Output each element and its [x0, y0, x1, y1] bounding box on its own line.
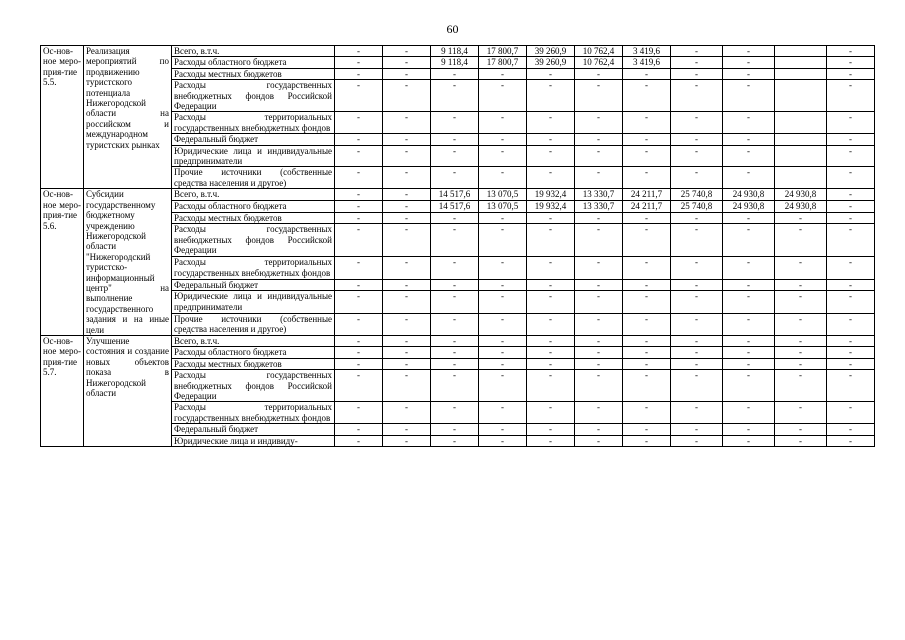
value-cell: - — [335, 57, 383, 68]
value-cell: - — [527, 224, 575, 257]
value-cell: - — [383, 145, 431, 167]
value-cell: - — [575, 435, 623, 446]
table-row — [41, 46, 905, 57]
value-cell: - — [827, 212, 875, 224]
value-cell: - — [479, 291, 527, 313]
value-cell: - — [479, 145, 527, 167]
value-cell: - — [383, 402, 431, 424]
value-cell: - — [671, 68, 723, 79]
value-cell: - — [623, 68, 671, 79]
value-cell: - — [527, 435, 575, 446]
value-cell: - — [527, 347, 575, 358]
value-cell: - — [431, 370, 479, 402]
value-cell: - — [431, 167, 479, 189]
value-cell: - — [431, 112, 479, 134]
value-cell: - — [671, 134, 723, 145]
value-cell: - — [723, 224, 775, 257]
value-cell: - — [723, 167, 775, 189]
value-cell: - — [723, 57, 775, 68]
value-cell: - — [827, 313, 875, 335]
value-cell: - — [575, 402, 623, 424]
value-cell: - — [671, 402, 723, 424]
value-cell: - — [827, 335, 875, 346]
funding-source-cell: Федеральный бюджет — [172, 279, 335, 291]
funding-source-cell: Юридические лица и индивиду- — [172, 435, 335, 446]
value-cell: - — [383, 200, 431, 212]
value-cell: - — [335, 212, 383, 224]
value-cell: 39 260,9 — [527, 57, 575, 68]
value-cell: 14 517,6 — [431, 189, 479, 201]
value-cell: - — [335, 402, 383, 424]
value-cell: - — [623, 212, 671, 224]
funding-source-cell: Всего, в.т.ч. — [172, 46, 335, 57]
value-cell — [775, 57, 827, 68]
measure-name-cell: Реализация мероприятий по продвижению туристского потенциала Нижегородской области на российском и международном туристских рынках — [84, 46, 172, 189]
value-cell: - — [479, 224, 527, 257]
value-cell: - — [575, 313, 623, 335]
value-cell: - — [575, 224, 623, 257]
funding-source-cell: Федеральный бюджет — [172, 424, 335, 435]
value-cell: 24 211,7 — [623, 200, 671, 212]
measure-type-cell: Ос-нов-ное меро-прия-тие 5.5. — [41, 46, 84, 189]
funding-source-cell: Расходы местных бюджетов — [172, 68, 335, 79]
value-cell: - — [335, 224, 383, 257]
value-cell: - — [827, 189, 875, 201]
value-cell: - — [431, 291, 479, 313]
value-cell: - — [723, 46, 775, 57]
value-cell: - — [723, 80, 775, 112]
measure-name-cell: Улучшение состояния и создание новых объектов показа в Нижегородской области — [84, 335, 172, 446]
value-cell: - — [827, 57, 875, 68]
value-cell: 10 762,4 — [575, 57, 623, 68]
value-cell: - — [479, 370, 527, 402]
value-cell: 24 211,7 — [623, 189, 671, 201]
value-cell: - — [335, 424, 383, 435]
value-cell: - — [575, 134, 623, 145]
value-cell: - — [383, 291, 431, 313]
funding-source-cell: Юридические лица и индивидуальные предприниматели — [172, 145, 335, 167]
funding-source-cell: Прочие источники (собственные средства населения и другое) — [172, 167, 335, 189]
value-cell: - — [335, 68, 383, 79]
value-cell: - — [575, 112, 623, 134]
value-cell: - — [527, 212, 575, 224]
value-cell: - — [479, 134, 527, 145]
funding-source-cell: Расходы областного бюджета — [172, 57, 335, 68]
funding-source-cell: Федеральный бюджет — [172, 134, 335, 145]
value-cell: - — [335, 112, 383, 134]
value-cell: - — [431, 402, 479, 424]
value-cell: - — [335, 313, 383, 335]
value-cell: - — [431, 424, 479, 435]
value-cell: - — [723, 145, 775, 167]
value-cell: - — [623, 279, 671, 291]
value-cell: - — [827, 145, 875, 167]
value-cell: - — [383, 134, 431, 145]
value-cell: - — [827, 200, 875, 212]
value-cell: - — [383, 80, 431, 112]
value-cell: - — [527, 279, 575, 291]
value-cell: - — [671, 435, 723, 446]
value-cell: - — [723, 112, 775, 134]
value-cell: - — [827, 358, 875, 369]
value-cell: - — [383, 435, 431, 446]
funding-source-cell: Расходы местных бюджетов — [172, 358, 335, 369]
value-cell: 9 118,4 — [431, 46, 479, 57]
funding-source-cell: Юридические лица и индивидуальные предприниматели — [172, 291, 335, 313]
value-cell: - — [431, 212, 479, 224]
value-cell: - — [479, 335, 527, 346]
value-cell: - — [623, 291, 671, 313]
measure-type-cell: Ос-нов-ное меро-прия-тие 5.7. — [41, 335, 84, 446]
value-cell: - — [575, 424, 623, 435]
value-cell: - — [671, 424, 723, 435]
value-cell: - — [479, 257, 527, 279]
value-cell: - — [827, 402, 875, 424]
funding-source-cell: Расходы государственных внебюджетных фондов Российской Федерации — [172, 370, 335, 402]
value-cell: - — [827, 257, 875, 279]
value-cell: - — [671, 279, 723, 291]
budget-table — [40, 45, 905, 447]
value-cell: - — [775, 313, 827, 335]
budget-table-body — [41, 46, 905, 447]
value-cell: 3 419,6 — [623, 46, 671, 57]
value-cell: - — [723, 212, 775, 224]
value-cell: - — [827, 46, 875, 57]
value-cell: - — [431, 347, 479, 358]
value-cell: - — [431, 335, 479, 346]
value-cell: - — [623, 370, 671, 402]
value-cell: - — [671, 347, 723, 358]
value-cell: 24 930,8 — [775, 200, 827, 212]
value-cell: - — [623, 358, 671, 369]
value-cell: - — [479, 80, 527, 112]
value-cell: - — [575, 370, 623, 402]
value-cell: - — [827, 112, 875, 134]
value-cell: - — [623, 80, 671, 112]
value-cell: - — [723, 370, 775, 402]
value-cell: - — [479, 313, 527, 335]
value-cell: - — [623, 224, 671, 257]
value-cell: - — [827, 134, 875, 145]
value-cell: 17 800,7 — [479, 46, 527, 57]
value-cell: - — [527, 112, 575, 134]
value-cell: - — [623, 402, 671, 424]
value-cell: 13 330,7 — [575, 200, 623, 212]
value-cell: - — [775, 279, 827, 291]
value-cell: - — [383, 370, 431, 402]
value-cell: - — [623, 145, 671, 167]
value-cell: - — [775, 224, 827, 257]
value-cell: - — [527, 335, 575, 346]
value-cell: - — [383, 279, 431, 291]
value-cell: 24 930,8 — [723, 189, 775, 201]
value-cell: - — [335, 200, 383, 212]
value-cell: - — [431, 257, 479, 279]
funding-source-cell: Всего, в.т.ч. — [172, 189, 335, 201]
value-cell: - — [383, 189, 431, 201]
value-cell: - — [383, 224, 431, 257]
value-cell: - — [623, 112, 671, 134]
value-cell: 25 740,8 — [671, 200, 723, 212]
value-cell: - — [527, 313, 575, 335]
value-cell: - — [671, 145, 723, 167]
value-cell: - — [671, 291, 723, 313]
value-cell: - — [527, 370, 575, 402]
value-cell: - — [623, 134, 671, 145]
measure-type-cell: Ос-нов-ное меро-прия-тие 5.6. — [41, 189, 84, 336]
value-cell — [775, 68, 827, 79]
value-cell: 17 800,7 — [479, 57, 527, 68]
value-cell: - — [671, 335, 723, 346]
value-cell: - — [479, 358, 527, 369]
value-cell: - — [575, 80, 623, 112]
value-cell — [775, 46, 827, 57]
value-cell: - — [775, 291, 827, 313]
value-cell: - — [335, 291, 383, 313]
value-cell: - — [575, 279, 623, 291]
value-cell: - — [431, 224, 479, 257]
value-cell: - — [671, 167, 723, 189]
value-cell: - — [575, 68, 623, 79]
value-cell: - — [431, 279, 479, 291]
value-cell: - — [431, 313, 479, 335]
value-cell: 9 118,4 — [431, 57, 479, 68]
value-cell: 25 740,8 — [671, 189, 723, 201]
value-cell: - — [827, 68, 875, 79]
value-cell: - — [575, 257, 623, 279]
value-cell: - — [383, 347, 431, 358]
value-cell: - — [479, 435, 527, 446]
value-cell: 39 260,9 — [527, 46, 575, 57]
value-cell: - — [527, 358, 575, 369]
page-number: 60 — [446, 22, 459, 36]
value-cell: - — [575, 167, 623, 189]
value-cell: - — [383, 68, 431, 79]
value-cell: - — [623, 257, 671, 279]
value-cell: - — [723, 402, 775, 424]
value-cell: - — [723, 68, 775, 79]
value-cell: 10 762,4 — [575, 46, 623, 57]
value-cell: - — [723, 347, 775, 358]
value-cell: - — [527, 134, 575, 145]
value-cell: - — [383, 212, 431, 224]
value-cell: - — [623, 424, 671, 435]
value-cell: - — [383, 46, 431, 57]
value-cell: - — [775, 335, 827, 346]
value-cell: - — [383, 112, 431, 134]
value-cell: - — [431, 435, 479, 446]
value-cell: - — [479, 347, 527, 358]
value-cell: 24 930,8 — [723, 200, 775, 212]
funding-source-cell: Расходы местных бюджетов — [172, 212, 335, 224]
value-cell: - — [723, 313, 775, 335]
funding-source-cell: Расходы государственных внебюджетных фондов Российской Федерации — [172, 80, 335, 112]
value-cell: 19 932,4 — [527, 189, 575, 201]
value-cell: - — [671, 80, 723, 112]
value-cell: - — [335, 370, 383, 402]
value-cell: - — [383, 335, 431, 346]
value-cell: - — [335, 347, 383, 358]
value-cell: - — [527, 167, 575, 189]
value-cell: - — [575, 212, 623, 224]
value-cell: - — [527, 80, 575, 112]
value-cell: - — [723, 257, 775, 279]
value-cell: - — [431, 134, 479, 145]
value-cell: - — [527, 424, 575, 435]
value-cell: 24 930,8 — [775, 189, 827, 201]
value-cell: - — [723, 279, 775, 291]
value-cell: - — [527, 145, 575, 167]
value-cell: - — [335, 46, 383, 57]
value-cell: - — [827, 279, 875, 291]
value-cell: - — [827, 224, 875, 257]
value-cell: - — [827, 291, 875, 313]
value-cell: - — [775, 347, 827, 358]
value-cell: - — [827, 424, 875, 435]
value-cell: - — [775, 358, 827, 369]
value-cell: - — [431, 145, 479, 167]
funding-source-cell: Расходы территориальных государственных внебюджетных фондов — [172, 257, 335, 279]
value-cell: - — [671, 224, 723, 257]
value-cell — [775, 134, 827, 145]
funding-source-cell: Расходы государственных внебюджетных фондов Российской Федерации — [172, 224, 335, 257]
value-cell: - — [623, 167, 671, 189]
value-cell: 19 932,4 — [527, 200, 575, 212]
value-cell: - — [479, 68, 527, 79]
value-cell: - — [335, 279, 383, 291]
value-cell: - — [431, 68, 479, 79]
value-cell — [775, 112, 827, 134]
value-cell: - — [723, 358, 775, 369]
value-cell: - — [623, 435, 671, 446]
value-cell: - — [827, 167, 875, 189]
value-cell: - — [671, 358, 723, 369]
value-cell: - — [431, 358, 479, 369]
value-cell: - — [335, 134, 383, 145]
funding-source-cell: Расходы областного бюджета — [172, 200, 335, 212]
value-cell: - — [575, 347, 623, 358]
value-cell: 14 517,6 — [431, 200, 479, 212]
value-cell: - — [479, 212, 527, 224]
value-cell: - — [671, 112, 723, 134]
value-cell: - — [723, 435, 775, 446]
table-row — [41, 335, 905, 346]
value-cell: - — [335, 358, 383, 369]
value-cell: - — [335, 257, 383, 279]
value-cell: - — [671, 257, 723, 279]
value-cell: - — [575, 145, 623, 167]
value-cell: - — [623, 335, 671, 346]
value-cell — [775, 145, 827, 167]
value-cell: - — [775, 212, 827, 224]
value-cell: - — [383, 424, 431, 435]
value-cell: - — [827, 347, 875, 358]
funding-source-cell: Расходы областного бюджета — [172, 347, 335, 358]
value-cell: - — [383, 57, 431, 68]
value-cell: - — [527, 402, 575, 424]
value-cell: - — [383, 358, 431, 369]
value-cell: - — [479, 112, 527, 134]
value-cell: - — [827, 80, 875, 112]
funding-source-cell: Всего, в.т.ч. — [172, 335, 335, 346]
value-cell: - — [827, 370, 875, 402]
value-cell: - — [575, 335, 623, 346]
value-cell: - — [723, 335, 775, 346]
value-cell: - — [383, 257, 431, 279]
value-cell: - — [775, 370, 827, 402]
value-cell: - — [671, 370, 723, 402]
value-cell: - — [479, 424, 527, 435]
value-cell: - — [623, 313, 671, 335]
value-cell: - — [723, 424, 775, 435]
value-cell: - — [671, 313, 723, 335]
value-cell: - — [335, 435, 383, 446]
value-cell: 13 070,5 — [479, 200, 527, 212]
value-cell: - — [671, 57, 723, 68]
value-cell: 13 070,5 — [479, 189, 527, 201]
value-cell: - — [527, 68, 575, 79]
value-cell: - — [723, 134, 775, 145]
value-cell: - — [671, 212, 723, 224]
funding-source-cell: Расходы территориальных государственных внебюджетных фондов — [172, 402, 335, 424]
value-cell: - — [671, 46, 723, 57]
value-cell: - — [479, 402, 527, 424]
value-cell: - — [623, 347, 671, 358]
table-row — [41, 189, 905, 201]
value-cell: - — [527, 257, 575, 279]
value-cell: - — [479, 167, 527, 189]
value-cell: - — [775, 424, 827, 435]
value-cell: - — [775, 257, 827, 279]
value-cell: - — [335, 189, 383, 201]
funding-source-cell: Расходы территориальных государственных внебюджетных фондов — [172, 112, 335, 134]
value-cell: - — [527, 291, 575, 313]
measure-name-cell: Субсидии государственному бюджетному учреждению Нижегородской области "Нижегородский туристско-информационный центр" на выполнение государственного задания и на иные цели — [84, 189, 172, 336]
value-cell: - — [827, 435, 875, 446]
value-cell: - — [383, 167, 431, 189]
value-cell: 13 330,7 — [575, 189, 623, 201]
value-cell: - — [479, 279, 527, 291]
value-cell: - — [575, 291, 623, 313]
value-cell: - — [383, 313, 431, 335]
value-cell: 3 419,6 — [623, 57, 671, 68]
value-cell: - — [575, 358, 623, 369]
value-cell — [775, 80, 827, 112]
value-cell — [775, 167, 827, 189]
value-cell: - — [335, 335, 383, 346]
funding-source-cell: Прочие источники (собственные средства населения и другое) — [172, 313, 335, 335]
value-cell: - — [431, 80, 479, 112]
value-cell: - — [775, 402, 827, 424]
value-cell: - — [335, 80, 383, 112]
value-cell: - — [335, 167, 383, 189]
value-cell: - — [775, 435, 827, 446]
value-cell: - — [723, 291, 775, 313]
value-cell: - — [335, 145, 383, 167]
